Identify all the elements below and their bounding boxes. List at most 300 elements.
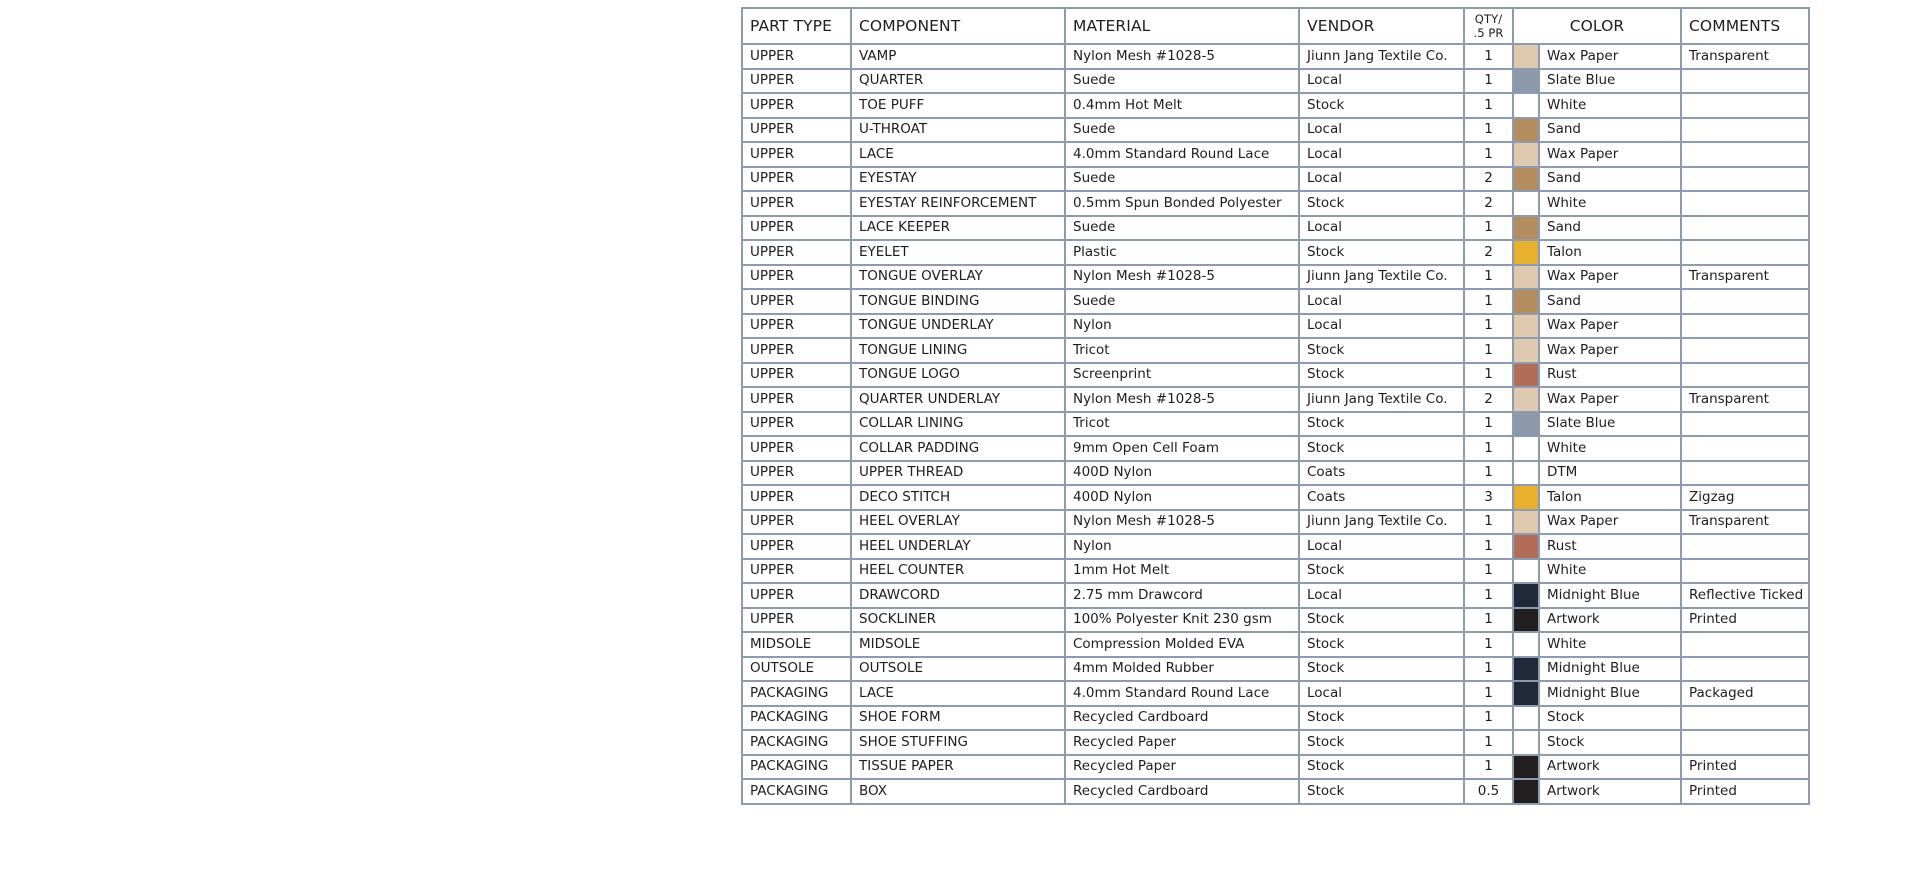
color-name-cell: Artwork xyxy=(1539,608,1681,633)
header-vendor: VENDOR xyxy=(1299,8,1464,44)
table-row xyxy=(742,69,1809,94)
comments-cell xyxy=(1681,412,1809,437)
bill-of-materials-table xyxy=(741,7,1810,805)
vendor-cell: Stock xyxy=(1299,779,1464,804)
component-cell: TOE PUFF xyxy=(851,93,1065,118)
qty-cell: 1 xyxy=(1464,142,1513,167)
color-name-cell: Sand xyxy=(1539,216,1681,241)
vendor-cell: Coats xyxy=(1299,461,1464,486)
table-row xyxy=(742,461,1809,486)
material-cell: 100% Polyester Knit 230 gsm xyxy=(1065,608,1299,633)
table-row xyxy=(742,755,1809,780)
table-row xyxy=(742,608,1809,633)
qty-cell: 1 xyxy=(1464,363,1513,388)
color-swatch-cell xyxy=(1513,167,1539,192)
color-name-cell: Slate Blue xyxy=(1539,412,1681,437)
color-swatch-cell xyxy=(1513,216,1539,241)
vendor-cell: Stock xyxy=(1299,191,1464,216)
vendor-cell: Local xyxy=(1299,681,1464,706)
component-cell: U-THROAT xyxy=(851,118,1065,143)
table-row xyxy=(742,485,1809,510)
part-type-cell: PACKAGING xyxy=(742,755,851,780)
material-cell: 4.0mm Standard Round Lace xyxy=(1065,142,1299,167)
material-cell: Nylon Mesh #1028-5 xyxy=(1065,265,1299,290)
material-cell: Screenprint xyxy=(1065,363,1299,388)
color-swatch xyxy=(1514,290,1538,313)
color-swatch xyxy=(1514,535,1538,558)
color-name-cell: Wax Paper xyxy=(1539,510,1681,535)
table-row xyxy=(742,706,1809,731)
table-row xyxy=(742,730,1809,755)
qty-cell: 3 xyxy=(1464,485,1513,510)
header-part-type: PART TYPE xyxy=(742,8,851,44)
comments-cell xyxy=(1681,240,1809,265)
color-name-cell: White xyxy=(1539,93,1681,118)
vendor-cell: Jiunn Jang Textile Co. xyxy=(1299,265,1464,290)
material-cell: Nylon Mesh #1028-5 xyxy=(1065,387,1299,412)
comments-cell xyxy=(1681,730,1809,755)
vendor-cell: Stock xyxy=(1299,657,1464,682)
part-type-cell: UPPER xyxy=(742,265,851,290)
qty-cell: 1 xyxy=(1464,559,1513,584)
material-cell: Suede xyxy=(1065,289,1299,314)
qty-cell: 1 xyxy=(1464,289,1513,314)
color-swatch xyxy=(1514,462,1538,485)
color-swatch-cell xyxy=(1513,730,1539,755)
qty-cell: 1 xyxy=(1464,412,1513,437)
color-swatch xyxy=(1514,168,1538,191)
color-swatch xyxy=(1514,780,1538,803)
part-type-cell: UPPER xyxy=(742,559,851,584)
header-qty-line2: .5 PR xyxy=(1473,26,1504,40)
material-cell: Compression Molded EVA xyxy=(1065,632,1299,657)
color-name-cell: Rust xyxy=(1539,534,1681,559)
color-swatch-cell xyxy=(1513,118,1539,143)
color-swatch-cell xyxy=(1513,44,1539,69)
qty-cell: 2 xyxy=(1464,240,1513,265)
qty-cell: 1 xyxy=(1464,338,1513,363)
table-row xyxy=(742,142,1809,167)
color-swatch xyxy=(1514,266,1538,289)
table-row xyxy=(742,216,1809,241)
comments-cell xyxy=(1681,289,1809,314)
color-swatch xyxy=(1514,119,1538,142)
color-swatch-cell xyxy=(1513,93,1539,118)
comments-cell xyxy=(1681,314,1809,339)
qty-cell: 1 xyxy=(1464,461,1513,486)
component-cell: SOCKLINER xyxy=(851,608,1065,633)
component-cell: SHOE FORM xyxy=(851,706,1065,731)
material-cell: Recycled Paper xyxy=(1065,755,1299,780)
component-cell: TISSUE PAPER xyxy=(851,755,1065,780)
vendor-cell: Local xyxy=(1299,534,1464,559)
material-cell: Suede xyxy=(1065,167,1299,192)
qty-cell: 1 xyxy=(1464,510,1513,535)
color-swatch-cell xyxy=(1513,559,1539,584)
header-comments: COMMENTS xyxy=(1681,8,1809,44)
table-row xyxy=(742,118,1809,143)
header-material: MATERIAL xyxy=(1065,8,1299,44)
vendor-cell: Jiunn Jang Textile Co. xyxy=(1299,510,1464,535)
material-cell: Suede xyxy=(1065,216,1299,241)
component-cell: TONGUE LINING xyxy=(851,338,1065,363)
part-type-cell: UPPER xyxy=(742,338,851,363)
color-swatch-cell xyxy=(1513,289,1539,314)
comments-cell: Zigzag xyxy=(1681,485,1809,510)
table-row xyxy=(742,338,1809,363)
comments-cell: Transparent xyxy=(1681,510,1809,535)
comments-cell: Printed xyxy=(1681,608,1809,633)
vendor-cell: Stock xyxy=(1299,632,1464,657)
color-swatch-cell xyxy=(1513,583,1539,608)
header-color: COLOR xyxy=(1513,8,1681,44)
material-cell: Nylon xyxy=(1065,314,1299,339)
color-name-cell: Talon xyxy=(1539,485,1681,510)
vendor-cell: Local xyxy=(1299,142,1464,167)
color-swatch-cell xyxy=(1513,681,1539,706)
color-name-cell: Wax Paper xyxy=(1539,338,1681,363)
color-swatch xyxy=(1514,731,1538,754)
color-name-cell: White xyxy=(1539,632,1681,657)
color-swatch-cell xyxy=(1513,240,1539,265)
qty-cell: 1 xyxy=(1464,583,1513,608)
material-cell: Suede xyxy=(1065,118,1299,143)
part-type-cell: UPPER xyxy=(742,314,851,339)
vendor-cell: Stock xyxy=(1299,93,1464,118)
color-swatch xyxy=(1514,633,1538,656)
vendor-cell: Local xyxy=(1299,289,1464,314)
part-type-cell: UPPER xyxy=(742,583,851,608)
comments-cell xyxy=(1681,191,1809,216)
material-cell: 0.4mm Hot Melt xyxy=(1065,93,1299,118)
color-swatch-cell xyxy=(1513,632,1539,657)
comments-cell xyxy=(1681,216,1809,241)
material-cell: 9mm Open Cell Foam xyxy=(1065,436,1299,461)
component-cell: OUTSOLE xyxy=(851,657,1065,682)
color-swatch xyxy=(1514,511,1538,534)
component-cell: DRAWCORD xyxy=(851,583,1065,608)
vendor-cell: Stock xyxy=(1299,730,1464,755)
part-type-cell: OUTSOLE xyxy=(742,657,851,682)
qty-cell: 1 xyxy=(1464,314,1513,339)
qty-cell: 2 xyxy=(1464,191,1513,216)
color-swatch xyxy=(1514,413,1538,436)
component-cell: TONGUE BINDING xyxy=(851,289,1065,314)
vendor-cell: Local xyxy=(1299,216,1464,241)
component-cell: TONGUE OVERLAY xyxy=(851,265,1065,290)
material-cell: 4mm Molded Rubber xyxy=(1065,657,1299,682)
color-name-cell: Wax Paper xyxy=(1539,314,1681,339)
table-row xyxy=(742,681,1809,706)
color-swatch xyxy=(1514,560,1538,583)
material-cell: 0.5mm Spun Bonded Polyester xyxy=(1065,191,1299,216)
comments-cell: Transparent xyxy=(1681,387,1809,412)
vendor-cell: Stock xyxy=(1299,240,1464,265)
color-swatch-cell xyxy=(1513,755,1539,780)
comments-cell xyxy=(1681,338,1809,363)
part-type-cell: UPPER xyxy=(742,216,851,241)
color-swatch-cell xyxy=(1513,706,1539,731)
component-cell: DECO STITCH xyxy=(851,485,1065,510)
part-type-cell: MIDSOLE xyxy=(742,632,851,657)
part-type-cell: UPPER xyxy=(742,167,851,192)
component-cell: LACE KEEPER xyxy=(851,216,1065,241)
color-name-cell: Stock xyxy=(1539,730,1681,755)
part-type-cell: PACKAGING xyxy=(742,779,851,804)
table-row xyxy=(742,583,1809,608)
qty-cell: 1 xyxy=(1464,730,1513,755)
qty-cell: 0.5 xyxy=(1464,779,1513,804)
qty-cell: 1 xyxy=(1464,436,1513,461)
component-cell: TONGUE LOGO xyxy=(851,363,1065,388)
component-cell: EYELET xyxy=(851,240,1065,265)
qty-cell: 1 xyxy=(1464,265,1513,290)
color-name-cell: Rust xyxy=(1539,363,1681,388)
color-name-cell: Midnight Blue xyxy=(1539,657,1681,682)
table-row xyxy=(742,412,1809,437)
color-name-cell: White xyxy=(1539,559,1681,584)
part-type-cell: UPPER xyxy=(742,240,851,265)
material-cell: 4.0mm Standard Round Lace xyxy=(1065,681,1299,706)
material-cell: Tricot xyxy=(1065,338,1299,363)
comments-cell: Printed xyxy=(1681,755,1809,780)
comments-cell xyxy=(1681,657,1809,682)
color-name-cell: Sand xyxy=(1539,289,1681,314)
table-row xyxy=(742,314,1809,339)
header-row xyxy=(742,8,1809,44)
part-type-cell: UPPER xyxy=(742,412,851,437)
component-cell: TONGUE UNDERLAY xyxy=(851,314,1065,339)
qty-cell: 1 xyxy=(1464,118,1513,143)
vendor-cell: Stock xyxy=(1299,338,1464,363)
color-name-cell: Wax Paper xyxy=(1539,387,1681,412)
qty-cell: 1 xyxy=(1464,216,1513,241)
color-swatch xyxy=(1514,364,1538,387)
header-qty-line1: QTY/ xyxy=(1474,12,1503,26)
color-name-cell: Talon xyxy=(1539,240,1681,265)
table-row xyxy=(742,44,1809,69)
qty-cell: 1 xyxy=(1464,681,1513,706)
part-type-cell: UPPER xyxy=(742,142,851,167)
vendor-cell: Stock xyxy=(1299,608,1464,633)
part-type-cell: UPPER xyxy=(742,534,851,559)
component-cell: LACE xyxy=(851,142,1065,167)
color-swatch-cell xyxy=(1513,338,1539,363)
comments-cell xyxy=(1681,632,1809,657)
qty-cell: 1 xyxy=(1464,632,1513,657)
table-row xyxy=(742,436,1809,461)
color-swatch xyxy=(1514,217,1538,240)
qty-cell: 1 xyxy=(1464,534,1513,559)
comments-cell xyxy=(1681,118,1809,143)
color-swatch xyxy=(1514,682,1538,705)
vendor-cell: Stock xyxy=(1299,412,1464,437)
part-type-cell: UPPER xyxy=(742,44,851,69)
vendor-cell: Local xyxy=(1299,583,1464,608)
color-name-cell: Artwork xyxy=(1539,755,1681,780)
comments-cell xyxy=(1681,93,1809,118)
comments-cell: Transparent xyxy=(1681,265,1809,290)
color-name-cell: Wax Paper xyxy=(1539,265,1681,290)
part-type-cell: UPPER xyxy=(742,93,851,118)
table-row xyxy=(742,167,1809,192)
material-cell: Recycled Paper xyxy=(1065,730,1299,755)
comments-cell xyxy=(1681,559,1809,584)
color-swatch xyxy=(1514,143,1538,166)
table-row xyxy=(742,559,1809,584)
color-swatch-cell xyxy=(1513,510,1539,535)
color-swatch-cell xyxy=(1513,69,1539,94)
color-swatch-cell xyxy=(1513,191,1539,216)
color-swatch-cell xyxy=(1513,657,1539,682)
part-type-cell: UPPER xyxy=(742,69,851,94)
part-type-cell: UPPER xyxy=(742,461,851,486)
qty-cell: 1 xyxy=(1464,706,1513,731)
comments-cell xyxy=(1681,461,1809,486)
table-row xyxy=(742,632,1809,657)
comments-cell xyxy=(1681,363,1809,388)
color-name-cell: Slate Blue xyxy=(1539,69,1681,94)
part-type-cell: UPPER xyxy=(742,387,851,412)
component-cell: HEEL COUNTER xyxy=(851,559,1065,584)
color-swatch xyxy=(1514,94,1538,117)
comments-cell xyxy=(1681,706,1809,731)
table-row xyxy=(742,289,1809,314)
component-cell: HEEL OVERLAY xyxy=(851,510,1065,535)
comments-cell: Transparent xyxy=(1681,44,1809,69)
vendor-cell: Jiunn Jang Textile Co. xyxy=(1299,387,1464,412)
color-swatch xyxy=(1514,584,1538,607)
material-cell: Nylon xyxy=(1065,534,1299,559)
color-swatch xyxy=(1514,658,1538,681)
color-name-cell: White xyxy=(1539,436,1681,461)
qty-cell: 1 xyxy=(1464,608,1513,633)
color-name-cell: Stock xyxy=(1539,706,1681,731)
color-name-cell: DTM xyxy=(1539,461,1681,486)
component-cell: QUARTER UNDERLAY xyxy=(851,387,1065,412)
comments-cell xyxy=(1681,436,1809,461)
color-swatch-cell xyxy=(1513,387,1539,412)
color-swatch-cell xyxy=(1513,265,1539,290)
vendor-cell: Stock xyxy=(1299,755,1464,780)
part-type-cell: UPPER xyxy=(742,289,851,314)
vendor-cell: Jiunn Jang Textile Co. xyxy=(1299,44,1464,69)
component-cell: LACE xyxy=(851,681,1065,706)
color-swatch-cell xyxy=(1513,779,1539,804)
material-cell: Suede xyxy=(1065,69,1299,94)
vendor-cell: Local xyxy=(1299,314,1464,339)
color-swatch xyxy=(1514,707,1538,730)
qty-cell: 2 xyxy=(1464,167,1513,192)
color-swatch-cell xyxy=(1513,461,1539,486)
color-swatch-cell xyxy=(1513,534,1539,559)
table-row xyxy=(742,510,1809,535)
qty-cell: 1 xyxy=(1464,755,1513,780)
color-swatch-cell xyxy=(1513,314,1539,339)
comments-cell xyxy=(1681,69,1809,94)
material-cell: 2.75 mm Drawcord xyxy=(1065,583,1299,608)
table-row xyxy=(742,265,1809,290)
material-cell: 1mm Hot Melt xyxy=(1065,559,1299,584)
qty-cell: 1 xyxy=(1464,44,1513,69)
color-swatch-cell xyxy=(1513,608,1539,633)
component-cell: BOX xyxy=(851,779,1065,804)
color-swatch-cell xyxy=(1513,436,1539,461)
table-row xyxy=(742,240,1809,265)
part-type-cell: UPPER xyxy=(742,191,851,216)
vendor-cell: Local xyxy=(1299,118,1464,143)
component-cell: UPPER THREAD xyxy=(851,461,1065,486)
vendor-cell: Local xyxy=(1299,69,1464,94)
color-swatch xyxy=(1514,192,1538,215)
part-type-cell: UPPER xyxy=(742,510,851,535)
header-component: COMPONENT xyxy=(851,8,1065,44)
color-name-cell: Artwork xyxy=(1539,779,1681,804)
table-row xyxy=(742,657,1809,682)
color-name-cell: Wax Paper xyxy=(1539,142,1681,167)
color-swatch xyxy=(1514,756,1538,779)
component-cell: VAMP xyxy=(851,44,1065,69)
comments-cell xyxy=(1681,142,1809,167)
vendor-cell: Coats xyxy=(1299,485,1464,510)
color-name-cell: Midnight Blue xyxy=(1539,583,1681,608)
table-row xyxy=(742,534,1809,559)
qty-cell: 1 xyxy=(1464,657,1513,682)
table-row xyxy=(742,387,1809,412)
component-cell: EYESTAY xyxy=(851,167,1065,192)
color-swatch xyxy=(1514,70,1538,93)
table-body xyxy=(742,44,1809,804)
color-swatch xyxy=(1514,486,1538,509)
color-name-cell: Wax Paper xyxy=(1539,44,1681,69)
vendor-cell: Stock xyxy=(1299,706,1464,731)
component-cell: COLLAR PADDING xyxy=(851,436,1065,461)
table-row xyxy=(742,779,1809,804)
material-cell: Nylon Mesh #1028-5 xyxy=(1065,510,1299,535)
color-swatch-cell xyxy=(1513,485,1539,510)
part-type-cell: UPPER xyxy=(742,363,851,388)
part-type-cell: UPPER xyxy=(742,118,851,143)
material-cell: Recycled Cardboard xyxy=(1065,779,1299,804)
material-cell: Recycled Cardboard xyxy=(1065,706,1299,731)
comments-cell xyxy=(1681,534,1809,559)
color-swatch-cell xyxy=(1513,412,1539,437)
material-cell: 400D Nylon xyxy=(1065,485,1299,510)
material-cell: Tricot xyxy=(1065,412,1299,437)
color-swatch-cell xyxy=(1513,363,1539,388)
color-swatch xyxy=(1514,609,1538,632)
material-cell: Nylon Mesh #1028-5 xyxy=(1065,44,1299,69)
qty-cell: 2 xyxy=(1464,387,1513,412)
component-cell: SHOE STUFFING xyxy=(851,730,1065,755)
comments-cell xyxy=(1681,167,1809,192)
color-swatch xyxy=(1514,437,1538,460)
vendor-cell: Stock xyxy=(1299,559,1464,584)
table-row xyxy=(742,191,1809,216)
header-qty xyxy=(1464,8,1513,44)
vendor-cell: Local xyxy=(1299,167,1464,192)
color-swatch xyxy=(1514,241,1538,264)
component-cell: MIDSOLE xyxy=(851,632,1065,657)
color-swatch xyxy=(1514,315,1538,338)
material-cell: Plastic xyxy=(1065,240,1299,265)
component-cell: EYESTAY REINFORCEMENT xyxy=(851,191,1065,216)
part-type-cell: PACKAGING xyxy=(742,730,851,755)
component-cell: QUARTER xyxy=(851,69,1065,94)
color-swatch xyxy=(1514,339,1538,362)
color-swatch xyxy=(1514,45,1538,68)
component-cell: COLLAR LINING xyxy=(851,412,1065,437)
